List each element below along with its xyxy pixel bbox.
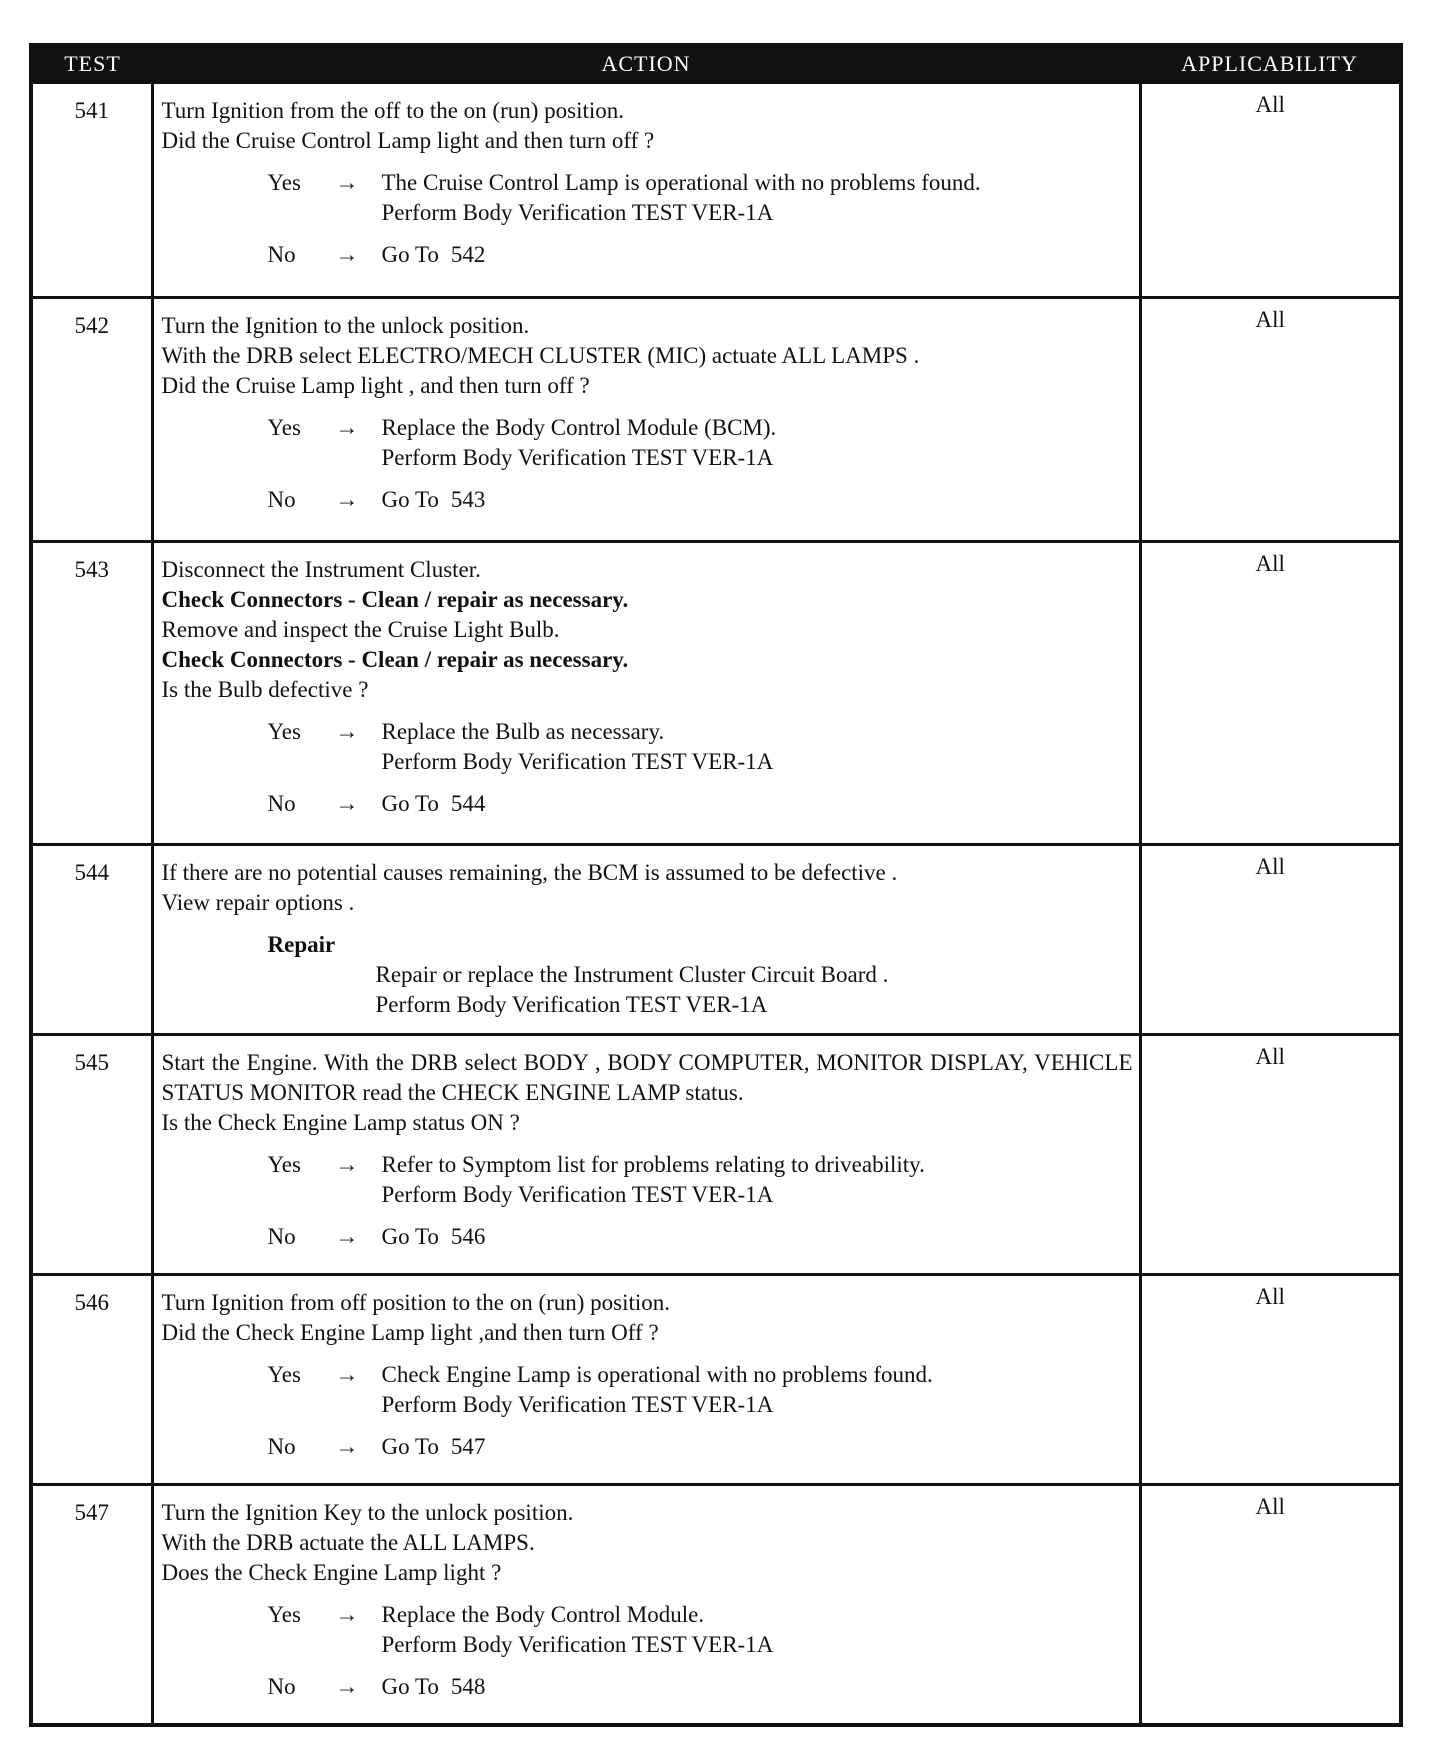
arrow-icon: → bbox=[335, 415, 359, 440]
applicability-cell: All bbox=[1140, 1485, 1401, 1725]
no-branch bbox=[162, 789, 1133, 819]
yes-branch bbox=[162, 717, 1133, 777]
arrow-icon: → bbox=[335, 170, 359, 195]
yes-result: Perform Body Verification TEST VER-1A bbox=[381, 1392, 774, 1417]
applicability-cell: All bbox=[1140, 83, 1401, 298]
yes-branch bbox=[162, 1150, 1133, 1210]
table-row bbox=[31, 298, 1401, 542]
table-row bbox=[31, 845, 1401, 1035]
action-cell bbox=[152, 1035, 1140, 1275]
test-number: 546 bbox=[31, 1275, 152, 1485]
yes-result: Perform Body Verification TEST VER-1A bbox=[381, 445, 774, 470]
applicability-cell: All bbox=[1140, 298, 1401, 542]
goto-text: Go To bbox=[381, 1224, 439, 1249]
yes-result: Perform Body Verification TEST VER-1A bbox=[381, 749, 774, 774]
action-cell bbox=[152, 845, 1140, 1035]
action-line: With the DRB actuate the ALL LAMPS. bbox=[161, 1530, 535, 1555]
table-row bbox=[31, 542, 1401, 845]
no-label: No bbox=[267, 1434, 296, 1459]
action-line: Turn Ignition from the off to the on (run) position. bbox=[161, 98, 625, 123]
diagnostic-page bbox=[29, 43, 1399, 1727]
yes-result: Replace the Body Control Module. bbox=[381, 1602, 705, 1627]
action-line: Does the Check Engine Lamp light ? bbox=[161, 1560, 502, 1585]
no-label: No bbox=[267, 1674, 296, 1699]
goto-target: 548 bbox=[450, 1674, 486, 1699]
applicability-cell: All bbox=[1140, 1035, 1401, 1275]
yes-result: Replace the Bulb as necessary. bbox=[381, 719, 665, 744]
goto-text: Go To bbox=[381, 791, 439, 816]
goto-text: Go To bbox=[381, 242, 439, 267]
arrow-icon: → bbox=[335, 487, 359, 512]
goto-target: 544 bbox=[450, 791, 486, 816]
arrow-icon: → bbox=[335, 1362, 359, 1387]
test-number: 545 bbox=[31, 1035, 152, 1275]
applicability-cell: All bbox=[1140, 845, 1401, 1035]
action-line: Turn the Ignition to the unlock position. bbox=[161, 313, 530, 338]
yes-label: Yes bbox=[267, 1152, 301, 1177]
action-line-bold: Check Connectors - Clean / repair as necessary. bbox=[161, 647, 629, 672]
yes-result: Perform Body Verification TEST VER-1A bbox=[381, 1182, 774, 1207]
header-test: TEST bbox=[31, 45, 152, 83]
table-row bbox=[31, 1485, 1401, 1725]
goto-target: 542 bbox=[450, 242, 486, 267]
repair-line: Perform Body Verification TEST VER-1A bbox=[375, 992, 768, 1017]
yes-result: The Cruise Control Lamp is operational with no problems found. bbox=[381, 170, 981, 195]
action-line: Did the Cruise Control Lamp light and then turn off ? bbox=[161, 128, 655, 153]
test-number: 543 bbox=[31, 542, 152, 845]
table-row bbox=[31, 1035, 1401, 1275]
header-action: ACTION bbox=[152, 45, 1140, 83]
action-line: Turn Ignition from off position to the on (run) position. bbox=[161, 1290, 671, 1315]
diagnostic-test-table bbox=[29, 43, 1403, 1727]
no-branch bbox=[162, 1432, 1133, 1462]
arrow-icon: → bbox=[335, 791, 359, 816]
table-row bbox=[31, 1275, 1401, 1485]
applicability-cell: All bbox=[1140, 542, 1401, 845]
no-branch bbox=[162, 240, 1133, 270]
action-line: Did the Cruise Lamp light , and then turn off ? bbox=[161, 373, 590, 398]
goto-text: Go To bbox=[381, 487, 439, 512]
test-number: 541 bbox=[31, 83, 152, 298]
yes-label: Yes bbox=[267, 1362, 301, 1387]
action-line: Remove and inspect the Cruise Light Bulb. bbox=[161, 617, 560, 642]
yes-result: Check Engine Lamp is operational with no problems found. bbox=[381, 1362, 933, 1387]
no-label: No bbox=[267, 242, 296, 267]
action-line-bold: Check Connectors - Clean / repair as necessary. bbox=[161, 587, 629, 612]
yes-branch bbox=[162, 1360, 1133, 1420]
action-line: Disconnect the Instrument Cluster. bbox=[161, 557, 481, 582]
repair-label: Repair bbox=[267, 932, 336, 957]
action-line: If there are no potential causes remaining, the BCM is assumed to be defective . bbox=[161, 860, 898, 885]
action-cell bbox=[152, 1485, 1140, 1725]
no-branch bbox=[162, 485, 1133, 515]
repair-line: Repair or replace the Instrument Cluster Circuit Board . bbox=[375, 962, 889, 987]
arrow-icon: → bbox=[335, 1224, 359, 1249]
applicability-cell: All bbox=[1140, 1275, 1401, 1485]
action-line: Did the Check Engine Lamp light ,and then turn Off ? bbox=[161, 1320, 659, 1345]
action-line: Turn the Ignition Key to the unlock position. bbox=[161, 1500, 574, 1525]
action-line: Is the Check Engine Lamp status ON ? bbox=[161, 1110, 520, 1135]
action-cell bbox=[152, 298, 1140, 542]
yes-label: Yes bbox=[267, 415, 301, 440]
action-cell bbox=[152, 83, 1140, 298]
test-number: 542 bbox=[31, 298, 152, 542]
action-line: Is the Bulb defective ? bbox=[161, 677, 369, 702]
goto-text: Go To bbox=[381, 1674, 439, 1699]
action-paragraph: Start the Engine. With the DRB select BODY , BODY COMPUTER, MONITOR DISPLAY, VEHICLE STATUS MONITOR read the CHECK ENGINE LAMP status. bbox=[161, 1050, 1133, 1105]
goto-target: 546 bbox=[450, 1224, 486, 1249]
yes-result: Perform Body Verification TEST VER-1A bbox=[381, 1632, 774, 1657]
action-cell bbox=[152, 542, 1140, 845]
yes-result: Replace the Body Control Module (BCM). bbox=[381, 415, 777, 440]
arrow-icon: → bbox=[335, 1602, 359, 1627]
repair-branch bbox=[162, 930, 1133, 1020]
table-row bbox=[31, 83, 1401, 298]
arrow-icon: → bbox=[335, 719, 359, 744]
goto-target: 543 bbox=[450, 487, 486, 512]
arrow-icon: → bbox=[335, 1674, 359, 1699]
no-label: No bbox=[267, 791, 296, 816]
action-cell bbox=[152, 1275, 1140, 1485]
arrow-icon: → bbox=[335, 242, 359, 267]
goto-text: Go To bbox=[381, 1434, 439, 1459]
yes-label: Yes bbox=[267, 1602, 301, 1627]
no-branch bbox=[162, 1672, 1133, 1702]
no-label: No bbox=[267, 1224, 296, 1249]
yes-branch bbox=[162, 168, 1133, 228]
arrow-icon: → bbox=[335, 1152, 359, 1177]
action-line: View repair options . bbox=[161, 890, 355, 915]
arrow-icon: → bbox=[335, 1434, 359, 1459]
yes-label: Yes bbox=[267, 719, 301, 744]
test-number: 544 bbox=[31, 845, 152, 1035]
no-branch bbox=[162, 1222, 1133, 1252]
yes-branch bbox=[162, 1600, 1133, 1660]
yes-result: Refer to Symptom list for problems relating to driveability. bbox=[381, 1152, 925, 1177]
table-header-row bbox=[31, 45, 1401, 83]
yes-result: Perform Body Verification TEST VER-1A bbox=[381, 200, 774, 225]
no-label: No bbox=[267, 487, 296, 512]
action-line: With the DRB select ELECTRO/MECH CLUSTER (MIC) actuate ALL LAMPS . bbox=[161, 343, 920, 368]
header-applicability: APPLICABILITY bbox=[1140, 45, 1401, 83]
yes-branch bbox=[162, 413, 1133, 473]
yes-label: Yes bbox=[267, 170, 301, 195]
test-number: 547 bbox=[31, 1485, 152, 1725]
goto-target: 547 bbox=[450, 1434, 486, 1459]
